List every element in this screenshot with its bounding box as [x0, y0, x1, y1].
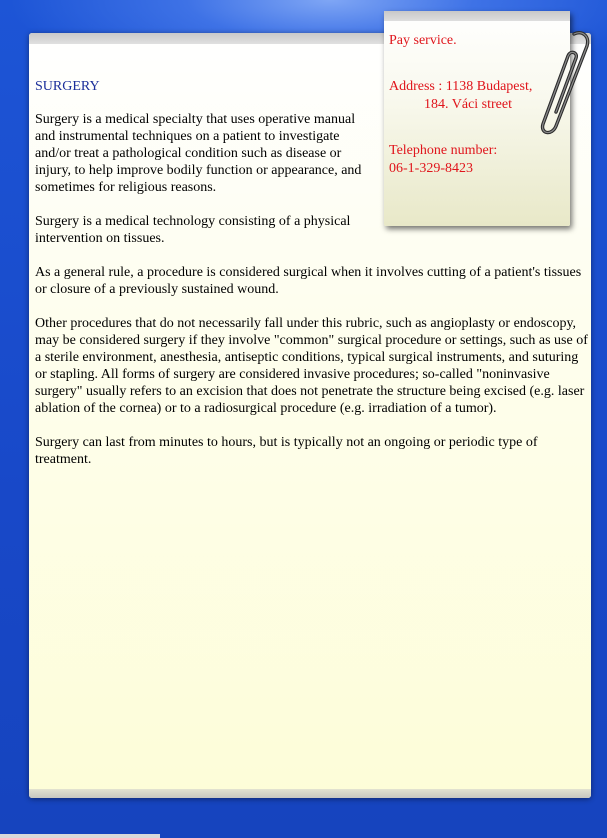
pay-service-label: Pay service. [389, 33, 457, 48]
phone-value: 06-1-329-8423 [389, 161, 473, 176]
address-line-1: Address : 1138 Budapest, [389, 79, 533, 94]
article-paragraph: Other procedures that do not necessarily fall under this rubric, such as angioplasty or endoscopy, may be considered surgery if they involve "common" surgical procedure or settings, such as use of a sterile environment, anesthesia, antiseptic conditions, typical surgical instruments, and suturing or stapling. All forms of surgery are considered invasive procedures; so-called "noninvasive surgery" usually refers to an excision that does not penetrate the structure being excised (e.g. laser ablation of the cornea) or to a radiosurgical procedure (e.g. irradiation of a tumor). [35, 316, 588, 416]
address-line-2: 184. Váci street [424, 97, 512, 112]
article-paragraph: Surgery is a medical specialty that uses operative manual and instrumental techniques on a patient to investigate and/or treat a pathological condition such as disease or injury, to help improve bodily function or appearance, and sometimes for religious reasons. [35, 112, 362, 195]
article-title: SURGERY [35, 79, 100, 94]
page-bottom-bar [29, 789, 591, 798]
paperclip-icon [534, 28, 592, 140]
phone-label: Telephone number: [389, 143, 498, 158]
article-paragraph: Surgery can last from minutes to hours, but is typically not an ongoing or periodic type of treatment. [35, 435, 538, 467]
article-paragraph: Surgery is a medical technology consisting of a physical intervention on tissues. [35, 214, 351, 246]
article-paragraph: As a general rule, a procedure is considered surgical when it involves cutting of a patient's tissues or closure of a previously sustained wound. [35, 265, 582, 297]
note-top-bar [384, 11, 570, 21]
bottom-strip [0, 834, 160, 838]
